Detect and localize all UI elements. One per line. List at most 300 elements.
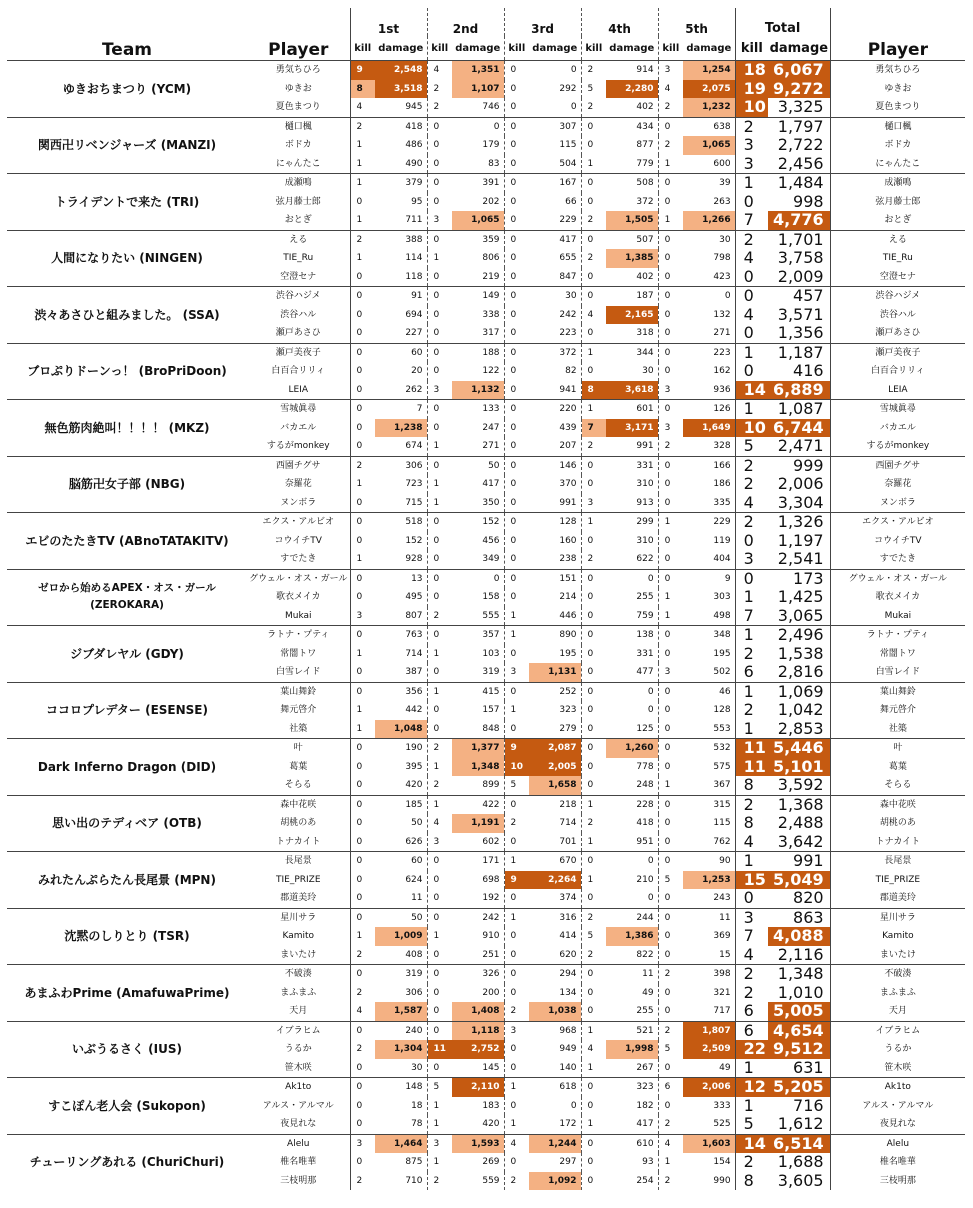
round-kill: 1 bbox=[427, 249, 452, 268]
round-damage: 507 bbox=[606, 230, 658, 249]
total-kill-subheader: kill bbox=[735, 36, 768, 61]
round-damage: 262 bbox=[405, 384, 423, 395]
round-damage: 93 bbox=[642, 1157, 654, 1168]
kill-subheader: kill bbox=[658, 36, 683, 61]
round-damage: 1,244 bbox=[529, 1134, 581, 1153]
round-kill: 0 bbox=[504, 400, 529, 419]
round-damage: 508 bbox=[606, 174, 658, 193]
round-kill: 1 bbox=[658, 513, 683, 532]
round-damage: 11 bbox=[411, 893, 423, 904]
total-damage: 9,272 bbox=[768, 80, 830, 99]
player-name: 白雪レイド bbox=[275, 667, 321, 678]
round-kill: 2 bbox=[504, 1172, 529, 1191]
total-kill: 2 bbox=[735, 984, 768, 1003]
round-kill: 0 bbox=[658, 324, 683, 343]
round-kill: 0 bbox=[504, 833, 529, 852]
round-kill: 1 bbox=[427, 795, 452, 814]
round-kill: 3 bbox=[658, 419, 683, 438]
round-kill: 1 bbox=[350, 645, 375, 664]
total-damage: 1,356 bbox=[768, 324, 830, 343]
round-damage: 990 bbox=[713, 1175, 731, 1186]
player-name: すでたき bbox=[280, 554, 317, 565]
total-damage: 1,538 bbox=[768, 645, 830, 664]
round-damage: 279 bbox=[559, 723, 577, 734]
round-kill: 9 bbox=[504, 871, 529, 890]
round-damage: 746 bbox=[482, 102, 500, 113]
team-name: 人間になりたい (NINGEN) bbox=[7, 230, 247, 287]
player-name-right: 西園チグサ bbox=[830, 456, 965, 475]
round-kill: 0 bbox=[504, 287, 529, 306]
round-damage: 0 bbox=[647, 893, 654, 904]
round-damage: 759 bbox=[636, 610, 654, 621]
round-damage: 1,408 bbox=[452, 1002, 504, 1021]
round-damage: 310 bbox=[636, 479, 654, 490]
round-kill: 2 bbox=[350, 456, 375, 475]
total-damage: 1,368 bbox=[768, 795, 830, 814]
round-kill: 0 bbox=[504, 381, 529, 400]
round-damage: 319 bbox=[482, 667, 500, 678]
damage-subheader: damage bbox=[375, 36, 427, 61]
player-name-right: 星川サラ bbox=[830, 908, 965, 927]
round-damage: 317 bbox=[482, 328, 500, 339]
round-kill: 0 bbox=[504, 984, 529, 1003]
total-kill: 7 bbox=[735, 927, 768, 946]
total-damage: 3,571 bbox=[768, 306, 830, 325]
round-damage: 714 bbox=[559, 818, 577, 829]
round-kill: 0 bbox=[427, 155, 452, 174]
round-damage: 190 bbox=[375, 739, 427, 758]
total-damage: 998 bbox=[768, 193, 830, 212]
round-damage: 134 bbox=[559, 987, 577, 998]
round-kill: 3 bbox=[350, 607, 375, 626]
round-damage: 15 bbox=[719, 949, 731, 960]
round-kill: 0 bbox=[350, 795, 375, 814]
player-name: グウェル・オス・ガール bbox=[247, 569, 350, 588]
total-kill: 1 bbox=[735, 588, 768, 607]
round-kill: 0 bbox=[658, 682, 683, 701]
round-damage: 0 bbox=[452, 569, 504, 588]
round-damage: 402 bbox=[636, 271, 654, 282]
round-kill: 0 bbox=[504, 965, 529, 984]
round-kill: 4 bbox=[658, 80, 683, 99]
round-kill: 0 bbox=[504, 456, 529, 475]
round-damage: 238 bbox=[559, 554, 577, 565]
player-name-right: グウェル・オス・ガール bbox=[830, 569, 965, 588]
round-damage: 133 bbox=[452, 400, 504, 419]
player-name-right: 森中花咲 bbox=[830, 795, 965, 814]
round-damage: 254 bbox=[636, 1175, 654, 1186]
kill-subheader: kill bbox=[581, 36, 606, 61]
round-damage: 192 bbox=[482, 893, 500, 904]
round-damage: 1,377 bbox=[452, 739, 504, 758]
round-kill: 11 bbox=[427, 1040, 452, 1059]
total-damage: 5,205 bbox=[768, 1078, 830, 1097]
player-name: そらる bbox=[284, 780, 312, 791]
round-kill: 0 bbox=[658, 268, 683, 287]
round-kill: 1 bbox=[658, 155, 683, 174]
round-kill: 0 bbox=[504, 889, 529, 908]
table-row bbox=[7, 1021, 965, 1040]
round-damage: 214 bbox=[559, 592, 577, 603]
total-damage: 2,722 bbox=[768, 136, 830, 155]
round-damage: 210 bbox=[636, 874, 654, 885]
round-kill: 1 bbox=[658, 607, 683, 626]
total-damage: 1,612 bbox=[768, 1115, 830, 1134]
round-damage: 11 bbox=[606, 965, 658, 984]
round-damage: 762 bbox=[713, 836, 731, 847]
round-kill: 0 bbox=[504, 419, 529, 438]
player-name-right: コウイチTV bbox=[874, 535, 922, 546]
round-damage: 310 bbox=[636, 535, 654, 546]
round-kill: 2 bbox=[504, 814, 529, 833]
round-kill: 0 bbox=[504, 569, 529, 588]
round-damage: 532 bbox=[683, 739, 735, 758]
round-kill: 0 bbox=[350, 871, 375, 890]
round-kill: 3 bbox=[427, 211, 452, 230]
player-name: 成瀬鳴 bbox=[247, 174, 350, 193]
kill-subheader: kill bbox=[350, 36, 375, 61]
round-damage: 3,618 bbox=[606, 381, 658, 400]
round-kill: 1 bbox=[427, 758, 452, 777]
round-kill: 0 bbox=[504, 437, 529, 456]
round-damage: 323 bbox=[606, 1078, 658, 1097]
round-kill: 2 bbox=[350, 230, 375, 249]
player-name-right: 笹木咲 bbox=[884, 1062, 912, 1073]
round-damage: 949 bbox=[559, 1044, 577, 1055]
total-kill: 4 bbox=[735, 946, 768, 965]
round-damage: 951 bbox=[636, 836, 654, 847]
total-damage: 4,654 bbox=[768, 1021, 830, 1040]
total-damage: 999 bbox=[768, 456, 830, 475]
player-name-right: まいたけ bbox=[879, 949, 916, 960]
round-damage: 395 bbox=[405, 761, 423, 772]
round-kill: 0 bbox=[581, 230, 606, 249]
round-damage: 1,253 bbox=[683, 871, 735, 890]
round-kill: 0 bbox=[658, 852, 683, 871]
round-kill: 4 bbox=[581, 1040, 606, 1059]
round-kill: 0 bbox=[504, 249, 529, 268]
total-kill: 2 bbox=[735, 965, 768, 984]
player-name-right: 天月 bbox=[888, 1006, 907, 1017]
round-damage: 30 bbox=[411, 1062, 423, 1073]
round-damage: 456 bbox=[482, 535, 500, 546]
round-damage: 936 bbox=[713, 384, 731, 395]
round-kill: 0 bbox=[504, 211, 529, 230]
round-damage: 78 bbox=[411, 1119, 423, 1130]
table-row bbox=[7, 682, 965, 701]
round-kill: 4 bbox=[658, 1134, 683, 1153]
total-damage: 1,797 bbox=[768, 117, 830, 136]
round-damage: 1,132 bbox=[452, 381, 504, 400]
round-damage: 698 bbox=[482, 874, 500, 885]
round-kill: 0 bbox=[581, 569, 606, 588]
total-header: Total bbox=[735, 8, 830, 36]
team-header: Team bbox=[101, 40, 153, 60]
round-kill: 0 bbox=[350, 419, 375, 438]
round-damage: 158 bbox=[482, 592, 500, 603]
player-name-right: LEIA bbox=[888, 384, 908, 395]
round-damage: 807 bbox=[405, 610, 423, 621]
player-name: 笹木咲 bbox=[284, 1062, 312, 1073]
total-damage: 1,701 bbox=[768, 230, 830, 249]
round-damage: 525 bbox=[713, 1119, 731, 1130]
round-damage: 806 bbox=[482, 253, 500, 264]
team-name: Dark Inferno Dragon (DID) bbox=[7, 739, 247, 796]
round-damage: 1,351 bbox=[452, 61, 504, 80]
round-kill: 0 bbox=[350, 1059, 375, 1078]
player-name: アルス・アルマル bbox=[262, 1100, 334, 1111]
round-damage: 670 bbox=[529, 852, 581, 871]
player-name: ラトナ・プティ bbox=[247, 626, 350, 645]
round-damage: 128 bbox=[713, 705, 731, 716]
round-kill: 0 bbox=[427, 343, 452, 362]
round-damage: 82 bbox=[565, 366, 577, 377]
player-name-right: 叶 bbox=[830, 739, 965, 758]
round-damage: 822 bbox=[636, 949, 654, 960]
round-kill: 1 bbox=[581, 871, 606, 890]
round-kill: 0 bbox=[350, 965, 375, 984]
round-kill: 1 bbox=[350, 211, 375, 230]
round-damage: 2,005 bbox=[529, 758, 581, 777]
round-damage: 417 bbox=[529, 230, 581, 249]
round-kill: 0 bbox=[658, 927, 683, 946]
round-kill: 1 bbox=[350, 174, 375, 193]
round-kill: 0 bbox=[581, 852, 606, 871]
player-name: イブラヒム bbox=[247, 1021, 350, 1040]
round-kill: 3 bbox=[350, 1134, 375, 1153]
round-kill: 0 bbox=[504, 306, 529, 325]
round-damage: 240 bbox=[375, 1021, 427, 1040]
round-kill: 2 bbox=[350, 984, 375, 1003]
round-kill: 0 bbox=[504, 362, 529, 381]
total-damage: 631 bbox=[768, 1059, 830, 1078]
round-kill: 1 bbox=[350, 720, 375, 739]
round-damage: 1,587 bbox=[375, 1002, 427, 1021]
total-kill: 5 bbox=[735, 1115, 768, 1134]
round-damage: 601 bbox=[606, 400, 658, 419]
round-kill: 0 bbox=[350, 1153, 375, 1172]
round-kill: 0 bbox=[581, 701, 606, 720]
round-kill: 3 bbox=[658, 61, 683, 80]
round-kill: 0 bbox=[581, 984, 606, 1003]
round-damage: 991 bbox=[559, 497, 577, 508]
round-kill: 0 bbox=[581, 475, 606, 494]
round-damage: 486 bbox=[405, 140, 423, 151]
round-kill: 0 bbox=[350, 588, 375, 607]
round-damage: 1,191 bbox=[452, 814, 504, 833]
player-name: 社築 bbox=[289, 723, 308, 734]
round-kill: 2 bbox=[427, 98, 452, 117]
total-kill: 3 bbox=[735, 155, 768, 174]
table-row bbox=[7, 1078, 965, 1097]
round-kill: 0 bbox=[658, 117, 683, 136]
total-kill: 1 bbox=[735, 720, 768, 739]
round-kill: 0 bbox=[350, 1097, 375, 1116]
round-kill: 3 bbox=[427, 1134, 452, 1153]
total-kill: 0 bbox=[735, 569, 768, 588]
total-kill: 0 bbox=[735, 324, 768, 343]
round-kill: 1 bbox=[427, 1097, 452, 1116]
round-damage: 1,065 bbox=[452, 211, 504, 230]
round-damage: 414 bbox=[559, 931, 577, 942]
round-damage: 847 bbox=[559, 271, 577, 282]
round-damage: 145 bbox=[482, 1062, 500, 1073]
round-kill: 0 bbox=[658, 758, 683, 777]
round-damage: 502 bbox=[713, 667, 731, 678]
round-kill: 0 bbox=[504, 98, 529, 117]
damage-subheader: damage bbox=[606, 36, 658, 61]
round-damage: 11 bbox=[683, 908, 735, 927]
round-damage: 151 bbox=[529, 569, 581, 588]
player-name-right: イブラヒム bbox=[830, 1021, 965, 1040]
total-damage: 991 bbox=[768, 852, 830, 871]
round-kill: 3 bbox=[504, 663, 529, 682]
round-damage: 620 bbox=[559, 949, 577, 960]
round-damage: 928 bbox=[405, 554, 423, 565]
total-damage: 1,042 bbox=[768, 701, 830, 720]
team-name: トライデントで来た (TRI) bbox=[7, 174, 247, 231]
round-kill: 0 bbox=[350, 324, 375, 343]
round-kill: 0 bbox=[427, 569, 452, 588]
round-damage: 30 bbox=[529, 287, 581, 306]
round-kill: 0 bbox=[581, 588, 606, 607]
round-kill: 0 bbox=[427, 136, 452, 155]
round-kill: 0 bbox=[427, 287, 452, 306]
round-damage: 152 bbox=[452, 513, 504, 532]
round-damage: 148 bbox=[375, 1078, 427, 1097]
total-kill: 1 bbox=[735, 343, 768, 362]
round-damage: 306 bbox=[405, 987, 423, 998]
round-damage: 95 bbox=[411, 196, 423, 207]
player-name-right: 社築 bbox=[888, 723, 907, 734]
round-damage: 2,006 bbox=[683, 1078, 735, 1097]
total-kill: 6 bbox=[735, 1002, 768, 1021]
round-kill: 0 bbox=[350, 381, 375, 400]
round-kill: 2 bbox=[581, 550, 606, 569]
round-kill: 0 bbox=[581, 889, 606, 908]
round-damage: 299 bbox=[606, 513, 658, 532]
total-damage: 173 bbox=[768, 569, 830, 588]
round-kill: 0 bbox=[658, 569, 683, 588]
round-damage: 359 bbox=[452, 230, 504, 249]
round-kill: 0 bbox=[504, 532, 529, 551]
total-kill: 14 bbox=[735, 381, 768, 400]
round-damage: 420 bbox=[482, 1119, 500, 1130]
round-kill: 0 bbox=[427, 456, 452, 475]
round-damage: 207 bbox=[559, 441, 577, 452]
round-damage: 415 bbox=[452, 682, 504, 701]
total-damage: 863 bbox=[768, 908, 830, 927]
round-kill: 0 bbox=[504, 80, 529, 99]
round-damage: 555 bbox=[482, 610, 500, 621]
total-kill: 0 bbox=[735, 362, 768, 381]
round-damage: 186 bbox=[713, 479, 731, 490]
round-damage: 714 bbox=[405, 648, 423, 659]
round-kill: 0 bbox=[581, 1134, 606, 1153]
player-name: うるか bbox=[284, 1044, 312, 1055]
table-row bbox=[7, 61, 965, 80]
round-damage: 195 bbox=[713, 648, 731, 659]
round-kill: 0 bbox=[350, 852, 375, 871]
round-damage: 292 bbox=[559, 83, 577, 94]
round-damage: 318 bbox=[636, 328, 654, 339]
round-kill: 1 bbox=[427, 645, 452, 664]
round-kill: 0 bbox=[427, 1002, 452, 1021]
player-name: 森中花咲 bbox=[247, 795, 350, 814]
total-kill: 3 bbox=[735, 550, 768, 569]
round-damage: 2,548 bbox=[375, 61, 427, 80]
round-kill: 1 bbox=[504, 1115, 529, 1134]
round-damage: 167 bbox=[529, 174, 581, 193]
round-damage: 335 bbox=[713, 497, 731, 508]
total-damage: 1,348 bbox=[768, 965, 830, 984]
total-damage: 2,541 bbox=[768, 550, 830, 569]
team-name: 沈黙のしりとり (TSR) bbox=[7, 908, 247, 965]
round-kill: 1 bbox=[504, 908, 529, 927]
total-damage: 6,744 bbox=[768, 419, 830, 438]
total-damage: 9,512 bbox=[768, 1040, 830, 1059]
round-kill: 1 bbox=[427, 682, 452, 701]
round-kill: 2 bbox=[658, 1115, 683, 1134]
round-kill: 6 bbox=[658, 1078, 683, 1097]
round-damage: 315 bbox=[683, 795, 735, 814]
round-kill: 0 bbox=[581, 268, 606, 287]
round-kill: 0 bbox=[658, 306, 683, 325]
round-damage: 7 bbox=[375, 400, 427, 419]
player-name: 弦月藤士郎 bbox=[275, 196, 321, 207]
round-kill: 0 bbox=[504, 268, 529, 287]
round-kill: 0 bbox=[658, 1002, 683, 1021]
round-damage: 423 bbox=[713, 271, 731, 282]
round-damage: 1,348 bbox=[452, 758, 504, 777]
round-damage: 1,118 bbox=[452, 1021, 504, 1040]
round-kill: 1 bbox=[504, 626, 529, 645]
round-kill: 2 bbox=[658, 1172, 683, 1191]
player-name-right: 空澄セナ bbox=[879, 271, 916, 282]
total-kill: 0 bbox=[735, 268, 768, 287]
round-damage: 575 bbox=[713, 761, 731, 772]
round-kill: 3 bbox=[658, 381, 683, 400]
round-kill: 0 bbox=[658, 1097, 683, 1116]
total-kill: 2 bbox=[735, 795, 768, 814]
round-kill: 5 bbox=[504, 776, 529, 795]
round-damage: 0 bbox=[647, 705, 654, 716]
round-kill: 2 bbox=[658, 965, 683, 984]
round-kill: 1 bbox=[658, 1153, 683, 1172]
team-name: チューリングあれる (ChuriChuri) bbox=[7, 1134, 247, 1190]
player-name: 奈羅花 bbox=[284, 479, 312, 490]
round-damage: 0 bbox=[683, 287, 735, 306]
round-kill: 3 bbox=[427, 833, 452, 852]
round-kill: 2 bbox=[658, 136, 683, 155]
total-damage: 1,688 bbox=[768, 1153, 830, 1172]
total-damage: 3,304 bbox=[768, 494, 830, 513]
round-kill: 0 bbox=[658, 739, 683, 758]
round-kill: 0 bbox=[658, 494, 683, 513]
round-damage: 319 bbox=[375, 965, 427, 984]
player-name-right: 郡道美玲 bbox=[879, 893, 916, 904]
round-damage: 223 bbox=[683, 343, 735, 362]
total-damage: 1,197 bbox=[768, 532, 830, 551]
round-kill: 1 bbox=[427, 475, 452, 494]
player-name: トナカイト bbox=[275, 836, 321, 847]
round-damage: 18 bbox=[411, 1100, 423, 1111]
round-damage: 1,304 bbox=[375, 1040, 427, 1059]
round-kill: 0 bbox=[658, 795, 683, 814]
round-damage: 202 bbox=[482, 196, 500, 207]
player-name-right: ボドカ bbox=[884, 140, 912, 151]
player-name: 渋谷ハジメ bbox=[247, 287, 350, 306]
